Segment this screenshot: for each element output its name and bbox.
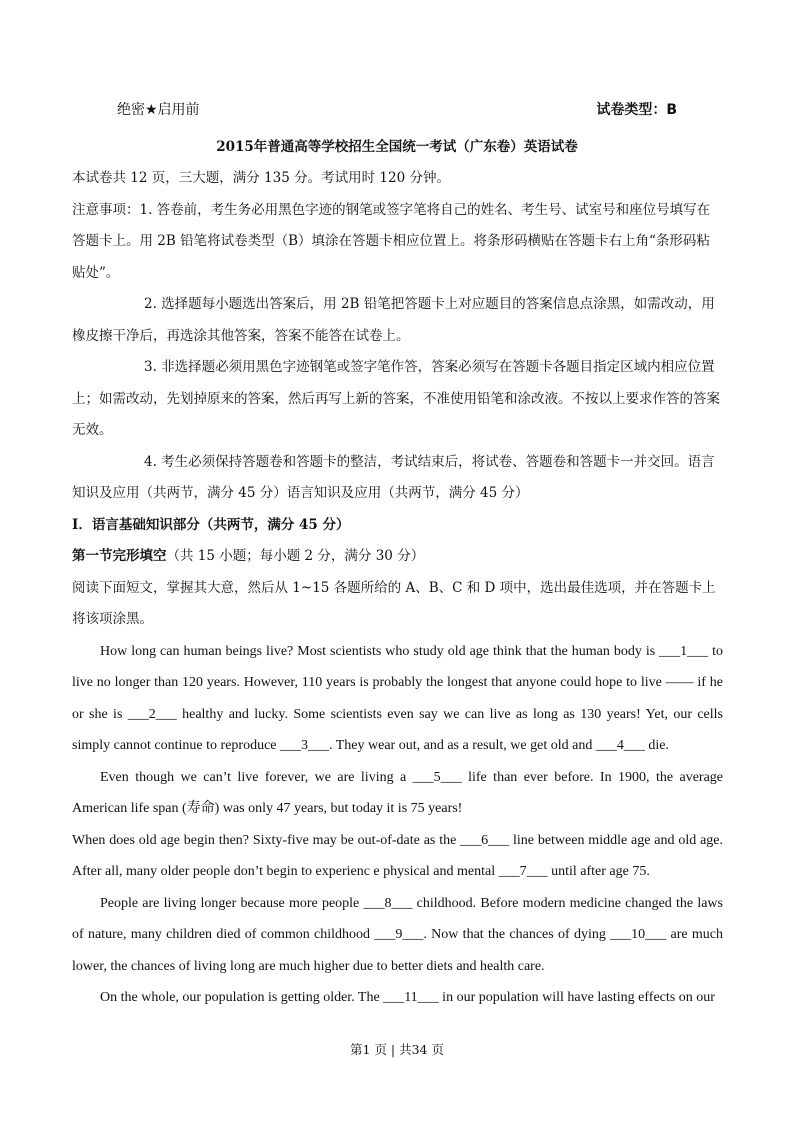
intro-line: 本试卷共 12 页，三大题，满分 135 分。考试用时 120 分钟。: [72, 170, 450, 186]
subsection-title: [72, 541, 723, 573]
part-title: I．语言基础知识部分（共两节，满分 45 分）: [72, 516, 350, 533]
exam-title: 2015年普通高等学校招生全国统一考试（广东卷）英语试卷: [216, 139, 578, 155]
secret-label: 绝密★启用前: [117, 102, 200, 118]
passage-paragraph-5: On the whole, our population is getting older. The ___11___ in our population will have lasting effects on our: [100, 990, 715, 1005]
note-3: 3. 非选择题必须用黑色字迹钢笔或签字笔作答，答案必须写在答题卡各题目指定区域内相应位置上；如需改动，先划掉原来的答案，然后再写上新的答案，不准使用铅笔和涂改液。不按以上要求作答的答案无效。: [72, 359, 720, 438]
instruction: 阅读下面短文，掌握其大意，然后从 1~15 各题所给的 A、B、C 和 D 项中，选出最佳选项，并在答题卡上将该项涂黑。: [72, 579, 716, 627]
note-2: 2. 选择题每小题选出答案后，用 2B 铅笔把答题卡上对应题目的答案信息点涂黑，如需改动，用橡皮擦干净后，再选涂其他答案，答案不能答在试卷上。: [72, 296, 715, 344]
passage-paragraph-3: When does old age begin then? Sixty-five may be out-of-date as the ___6___ line between middle age and old age. After all, many older people don’t begin to experienc e physical and mental ___7___ until after age 75.: [72, 832, 723, 879]
subsection-detail: （共 15 小题；每小题 2 分，满分 30 分）: [166, 548, 425, 564]
passage-paragraph-1: How long can human beings live? Most scientists who study old age think that the human body is ___1___ to live no longer than 120 years. However, 110 years is probably the longest that anyone could hope to live —— if he or she is ___2___ healthy and lucky. Some scientists even say we can live as long as 130 years! Yet, our cells simply cannot continue to reproduce ___3___. They wear out, and as a result, we get old and ___4___ die.: [72, 643, 723, 753]
page-footer: 第1 页 | 共34 页: [350, 1042, 444, 1057]
note-1: 注意事项：1. 答卷前，考生务必用黑色字迹的钢笔或签字笔将自己的姓名、考生号、试室号和座位号填写在答题卡上。用 2B 铅笔将试卷类型（B）填涂在答题卡相应位置上。将条形码横贴在答题卡右上角“条形码粘贴处”。: [72, 201, 711, 281]
exam-body: [72, 163, 723, 1014]
passage-paragraph-2: Even though we can’t live forever, we are living a ___5___ life than ever before. In 1900, the average American life span (寿命) was only 47 years, but today it is 75 years!: [72, 769, 723, 816]
paper-type-label: 试卷类型：B: [596, 102, 677, 118]
passage-paragraph-4: People are living longer because more people ___8___ childhood. Before modern medicine changed the laws of nature, many children died of common childhood ___9___. Now that the chances of dying ___10___ are much lower, the chances of living long are much higher due to better diets and health care.: [72, 895, 723, 974]
note-4: 4. 考生必须保持答题卷和答题卡的整洁，考试结束后，将试卷、答题卷和答题卡一并交回。语言知识及应用（共两节，满分 45 分）语言知识及应用（共两节，满分 45 分）: [72, 453, 715, 501]
subsection-name: 第一节完形填空: [72, 548, 167, 564]
